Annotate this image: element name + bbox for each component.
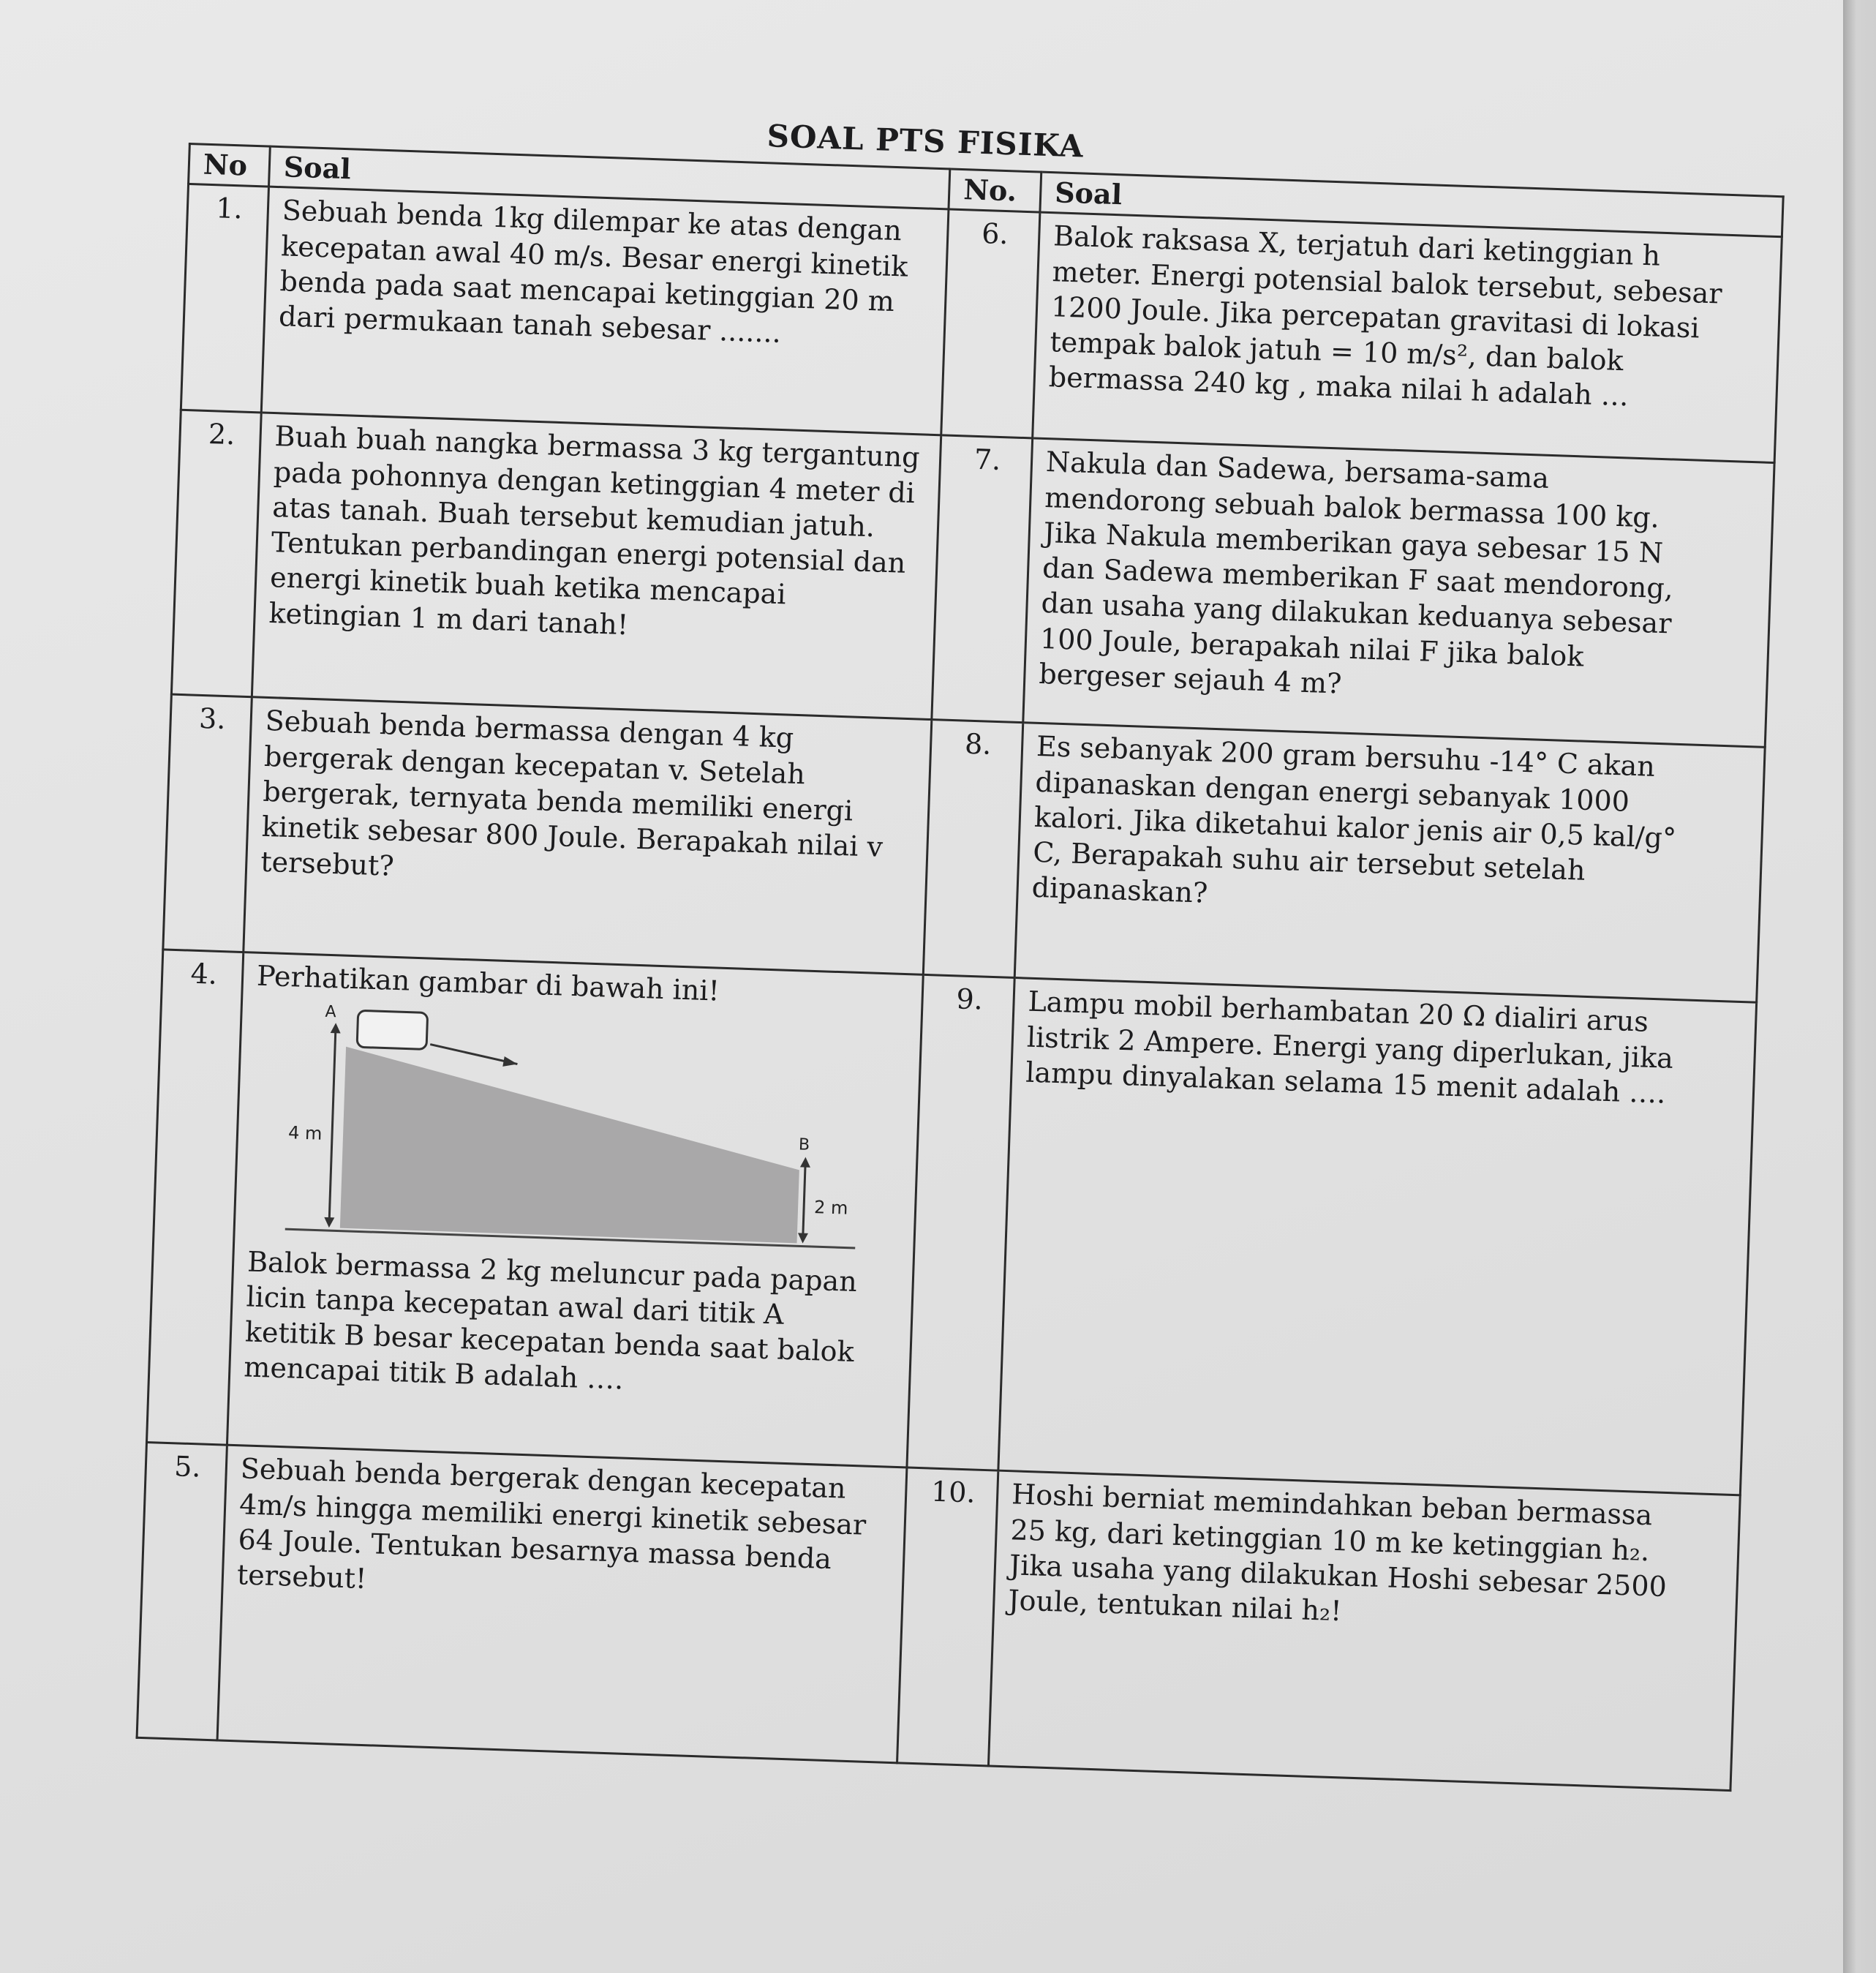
question-text: Lampu mobil berhambatan 20 Ω dialiri arus listrik 2 Ampere. Energi yang diperlukan, jika lampu dinyalakan selama 15 menit adalah …. xyxy=(998,978,1757,1495)
document-title: SOAL PTS FISIKA xyxy=(766,118,1085,165)
table-row xyxy=(171,410,1774,748)
motion-arrowhead xyxy=(502,1056,517,1067)
header-no-right: No. xyxy=(949,169,1041,212)
label-height-a: 4 m xyxy=(287,1121,323,1144)
block-shape xyxy=(357,1010,428,1049)
table-row xyxy=(146,950,1756,1495)
question-number: 7. xyxy=(932,435,1033,723)
question-table xyxy=(136,143,1785,1792)
question-cell-with-figure xyxy=(227,952,923,1467)
height-a-arrowhead-top xyxy=(331,1023,341,1033)
worksheet xyxy=(26,95,1784,1789)
height-a-arrowhead-bottom xyxy=(324,1217,334,1227)
question-number: 1. xyxy=(181,184,268,413)
incline-diagram xyxy=(270,999,863,1259)
paper-edge xyxy=(1843,0,1876,1973)
question-number: 6. xyxy=(941,209,1040,438)
question-number: 4. xyxy=(146,950,243,1445)
header-no-left: No xyxy=(189,143,271,187)
height-b-arrowhead-top xyxy=(800,1157,810,1167)
question-number: 8. xyxy=(923,720,1023,978)
height-a-arrow xyxy=(329,1030,336,1220)
height-b-arrowhead-bottom xyxy=(798,1233,808,1243)
label-height-b: 2 m xyxy=(813,1196,848,1219)
height-b-arrow xyxy=(803,1162,805,1236)
header-soal-left: Soal xyxy=(268,146,949,209)
question-text: Nakula dan Sadewa, bersama-sama mendorong sebuah balok bermassa 100 kg. Jika Nakula memberikan gaya sebesar 15 N dan Sadewa memberikan F saat mendorong, dan usaha yang dilakukan keduanya sebesar 100 Joule, berapakah nilai F jika balok bergeser sejauh 4 m? xyxy=(1023,438,1774,747)
header-soal-right: Soal xyxy=(1040,172,1783,237)
question-text: Perhatikan gambar di bawah ini! xyxy=(256,959,720,1007)
table-row xyxy=(137,1443,1740,1791)
question-text: Es sebanyak 200 gram bersuhu -14° C akan dipanaskan dengan energi sebanyak 1000 kalori. Jika diketahui kalor jenis air 0,5 kal/g° C, Berapakah suhu air tersebut setelah dipanaskan? xyxy=(1014,723,1765,1002)
question-text: Sebuah benda 1kg dilempar ke atas dengan kecepatan awal 40 m/s. Besar energi kinetik benda pada saat mencapai ketinggian 20 m dari permukaan tanah sebesar ....... xyxy=(261,187,949,435)
label-point-b: B xyxy=(798,1135,810,1154)
question-number: 10. xyxy=(897,1467,998,1766)
question-text: Sebuah benda bergerak dengan kecepatan 4m/s hingga memiliki energi kinetik sebesar 64 Joule. Tentukan besarnya massa benda tersebut! xyxy=(217,1445,907,1763)
table-row xyxy=(163,694,1765,1002)
question-number: 5. xyxy=(137,1443,227,1740)
question-text: Balok raksasa X, terjatuh dari ketinggian h meter. Energi potensial balok tersebut, sebesar 1200 Joule. Jika percepatan gravitasi di lokasi tempak balok jatuh = 10 m/s², dan balok bermassa 240 kg , maka nilai h adalah … xyxy=(1033,212,1782,462)
question-number: 9. xyxy=(907,975,1014,1471)
question-text: Buah buah nangka bermassa 3 kg tergantung pada pohonnya dengan ketinggian 4 meter di atas tanah. Buah tersebut kemudian jatuh. Tentukan perbandingan energi potensial dan energi kinetik buah ketika mencapai ketingian 1 m dari tanah! xyxy=(252,413,941,720)
question-number: 3. xyxy=(163,694,252,952)
question-number: 2. xyxy=(171,410,261,697)
label-point-a: A xyxy=(325,1002,337,1021)
incline-shape xyxy=(340,1046,803,1243)
question-text-continued: Balok bermassa 2 kg meluncur pada papan licin tanpa kecepatan awal dari titik A ketitik B besar kecepatan benda saat balok mencapai titik B adalah …. xyxy=(243,1244,858,1396)
question-text: Hoshi berniat memindahkan beban bermassa 25 kg, dari ketinggian 10 m ke ketinggian h₂. Jika usaha yang dilakukan Hoshi sebesar 2500 Joule, tentukan nilai h₂! xyxy=(988,1470,1740,1790)
question-text: Sebuah benda bermassa dengan 4 kg bergerak dengan kecepatan v. Setelah bergerak, ternyata benda memiliki energi kinetik sebesar 800 Joule. Berapakah nilai v tersebut? xyxy=(244,697,932,975)
